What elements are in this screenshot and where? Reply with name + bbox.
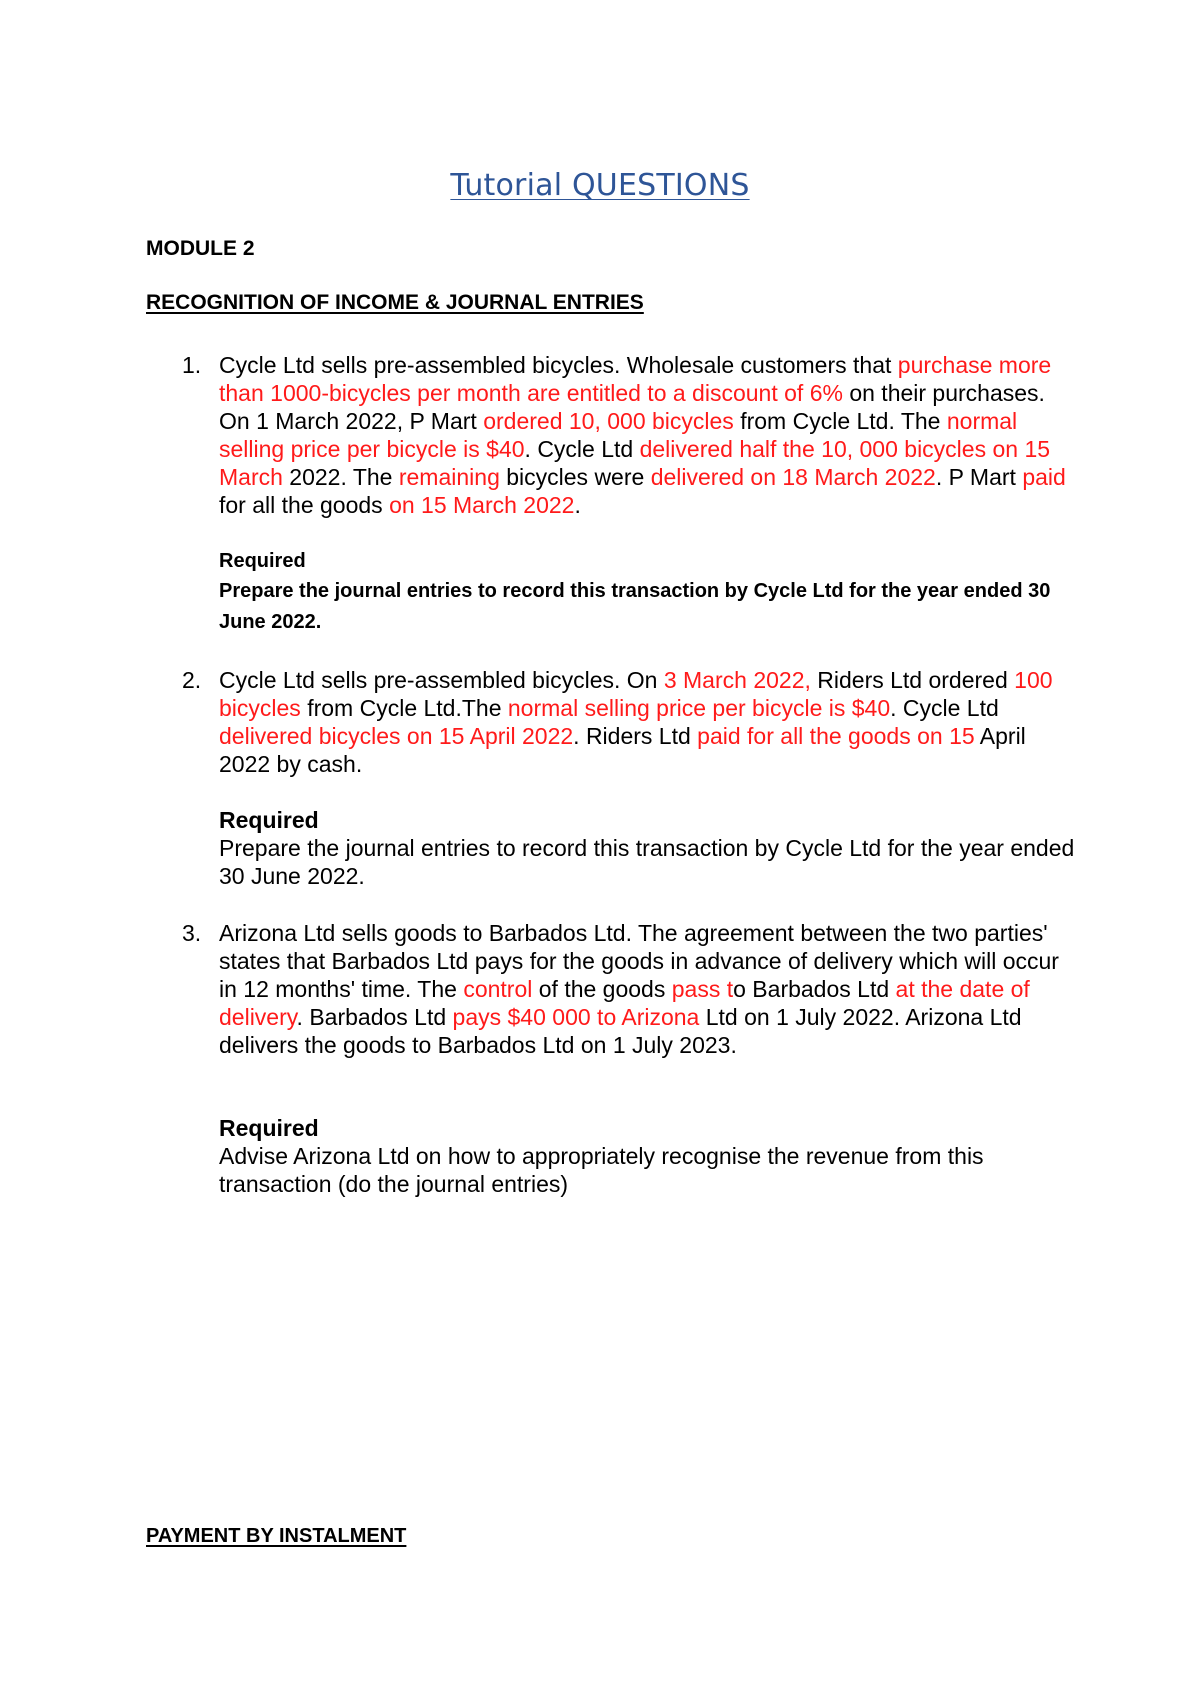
section-heading: RECOGNITION OF INCOME & JOURNAL ENTRIES [146,291,644,314]
text-run: Cycle Ltd sells pre-assembled bicycles. Wholesale customers that [219,352,898,378]
question-text [219,666,1079,778]
question-text [219,351,1079,519]
required-block [219,806,1079,890]
text-run: . Riders Ltd [573,723,698,749]
highlighted-text: purchase more than 1000-bicycles per month are entitled to a discount of 6% [219,352,1052,406]
question-number: 1. [182,352,202,378]
required-label: Required [219,1115,319,1141]
required-label: Required [219,807,319,833]
required-label: Required [219,550,306,572]
highlighted-text: normal selling price per bicycle is $40 [219,408,1018,462]
question-text [219,919,1079,1059]
text-run: Ltd on 1 July 2022. Arizona Ltd delivers the goods to Barbados Ltd on 1 July 2023. [219,1004,1022,1058]
module-label: MODULE 2 [146,237,255,260]
text-run: for all the goods [219,492,390,518]
footer-heading: PAYMENT BY INSTALMENT [146,1525,407,1547]
required-block [219,1114,1079,1198]
highlighted-text: delivered bicycles on 15 April 2022 [219,723,574,749]
highlighted-text: paid for all the goods on 15 [697,723,975,749]
question-number: 3. [182,920,202,946]
page-title: Tutorial QUESTIONS [450,168,750,203]
highlighted-text: paid [1022,464,1066,490]
highlighted-text: at the date of delivery [219,976,1030,1030]
highlighted-text: delivered on 18 March 2022 [650,464,936,490]
text-run: . Barbados Ltd [296,1004,453,1030]
highlighted-text: delivered half the 10, 000 bicycles on 15 March [219,436,1051,490]
text-run: 2022. The [282,464,399,490]
highlighted-text: ordered 10, 000 bicycles [483,408,734,434]
question-number: 2. [182,667,202,693]
text-run: from Cycle Ltd. The [733,408,947,434]
highlighted-text: 3 March 2022, [663,667,811,693]
text-run: . Cycle Ltd [524,436,640,462]
required-text: Advise Arizona Ltd on how to appropriately recognise the revenue from this transaction (do the journal entries) [219,1143,984,1197]
text-run: . Cycle Ltd [890,695,999,721]
text-run: . P Mart [935,464,1023,490]
highlighted-text: normal selling price per bicycle is $40 [507,695,891,721]
highlighted-text: pays $40 000 to Arizona [452,1004,700,1030]
text-run: . [574,492,581,518]
text-run: Cycle Ltd sells pre-assembled bicycles. On [219,667,664,693]
required-block [219,546,1079,638]
text-run: from Cycle Ltd.The [300,695,508,721]
text-run: Arizona Ltd sells goods to Barbados Ltd. The agreement between the two parties' states that Barbados Ltd pays for the goods in advance of delivery which will occur in 12 months' time. The [219,920,1059,1002]
text-run: o Barbados Ltd [733,976,896,1002]
highlighted-text: pass t [671,976,734,1002]
highlighted-text: 100 bicycles [219,667,1053,721]
highlighted-text: remaining [398,464,500,490]
highlighted-text: control [463,976,533,1002]
required-text: Prepare the journal entries to record this transaction by Cycle Ltd for the year ended 30 June 2022. [219,835,1075,889]
required-text: Prepare the journal entries to record this transaction by Cycle Ltd for the year ended 30 June 2022. [219,580,1051,633]
highlighted-text: on 15 March 2022 [389,492,575,518]
text-run: on their purchases. On 1 March 2022, P Mart [219,380,1045,434]
text-run: April 2022 by cash. [219,723,1026,777]
text-run: of the goods [532,976,672,1002]
text-run: bicycles were [499,464,651,490]
text-run: Riders Ltd ordered [810,667,1015,693]
